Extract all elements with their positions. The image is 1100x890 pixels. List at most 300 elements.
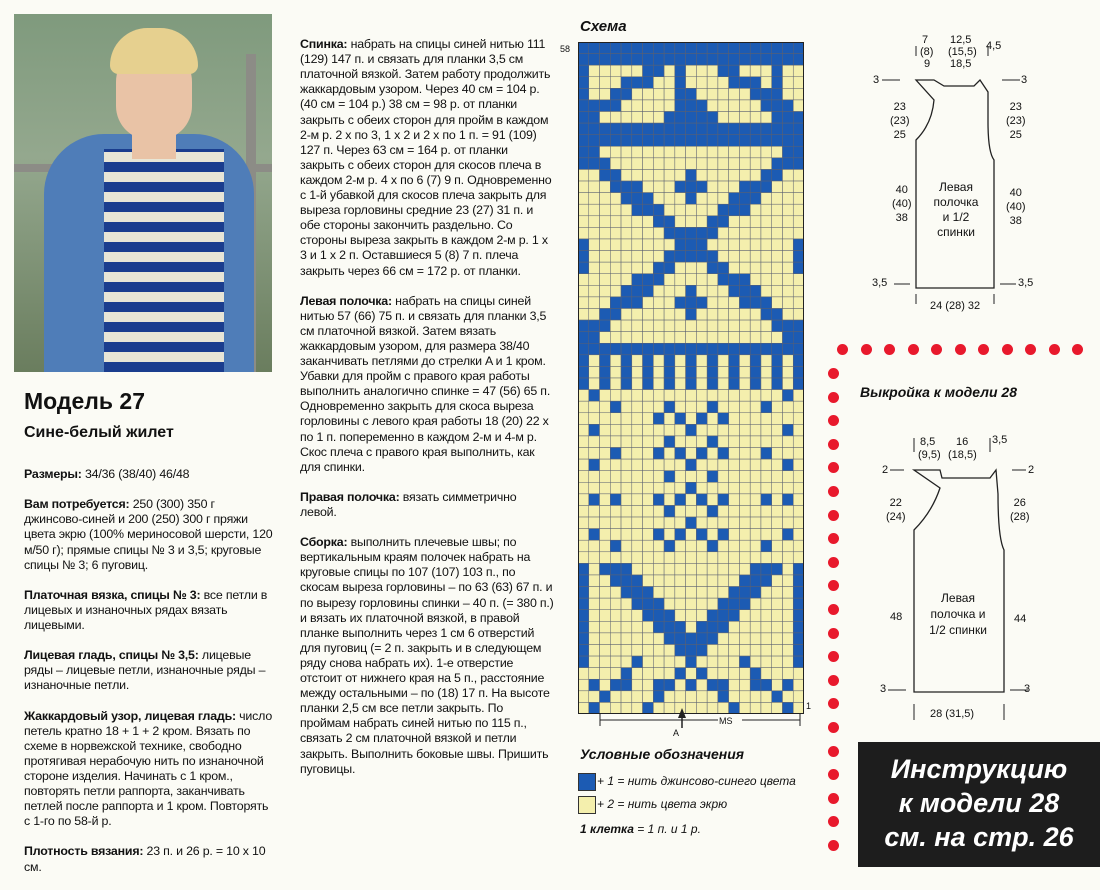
chart-cell (632, 668, 643, 680)
chart-cell (664, 552, 675, 564)
chart-cell (761, 494, 772, 506)
chart-cell (718, 216, 729, 228)
chart-cell (793, 482, 804, 494)
chart-cell (664, 668, 675, 680)
chart-cell (653, 540, 664, 552)
chart-cell (664, 42, 675, 54)
chart-cell (729, 610, 740, 622)
red-dot (828, 580, 839, 591)
chart-cell (686, 633, 697, 645)
chart-cell (718, 308, 729, 320)
chart-cell (578, 239, 589, 251)
chart-cell (578, 332, 589, 344)
chart-cell (643, 424, 654, 436)
chart-cell (643, 77, 654, 89)
chart-cell (675, 204, 686, 216)
chart-cell (772, 610, 783, 622)
p27-center-label: Левая полочка и 1/2 спинки (933, 180, 979, 239)
chart-cell (729, 123, 740, 135)
legend-cell-rest: = 1 п. и 1 р. (633, 822, 701, 836)
chart-cell (772, 390, 783, 402)
chart-cell (600, 308, 611, 320)
chart-cell (739, 54, 750, 66)
chart-cell (632, 216, 643, 228)
chart-cell (589, 540, 600, 552)
chart-cell (643, 436, 654, 448)
chart-cell (707, 424, 718, 436)
chart-cell (793, 42, 804, 54)
stockinette-text: лицевые ряды – лицевые петли, изнаночные ряды – изнаночные петли. (24, 648, 266, 693)
chart-cell (686, 529, 697, 541)
chart-cell (729, 88, 740, 100)
chart-cell (707, 401, 718, 413)
chart-cell (664, 366, 675, 378)
chart-cell (707, 169, 718, 181)
chart-cell (739, 529, 750, 541)
chart-cell (793, 552, 804, 564)
chart-cell (739, 448, 750, 460)
chart-cell (750, 679, 761, 691)
chart-cell (739, 158, 750, 170)
chart-cell (600, 216, 611, 228)
chart-cell (772, 471, 783, 483)
gauge-paragraph (24, 844, 274, 874)
chart-cell (643, 563, 654, 575)
chart-cell (686, 540, 697, 552)
chart-cell (675, 529, 686, 541)
chart-cell (621, 424, 632, 436)
p28-mark-2-right: 2 (1028, 464, 1035, 476)
chart-cell (761, 517, 772, 529)
chart-cell (718, 146, 729, 158)
chart-cell (675, 494, 686, 506)
chart-cell (600, 123, 611, 135)
chart-cell (696, 459, 707, 471)
chart-cell (782, 146, 793, 158)
chart-cell (739, 494, 750, 506)
chart-cell (718, 239, 729, 251)
chart-cell (653, 505, 664, 517)
chart-cell (718, 77, 729, 89)
chart-cell (578, 610, 589, 622)
chart-cell (610, 644, 621, 656)
chart-cell (782, 100, 793, 112)
chart-cell (761, 227, 772, 239)
chart-cell (589, 135, 600, 147)
chart-cell (772, 262, 783, 274)
chart-cell (739, 668, 750, 680)
chart-cell (782, 112, 793, 124)
chart-cell (610, 575, 621, 587)
chart-cell (729, 529, 740, 541)
chart-cell (578, 529, 589, 541)
chart-cell (653, 598, 664, 610)
chart-cell (750, 436, 761, 448)
chart-cell (718, 633, 729, 645)
chart-cell (610, 633, 621, 645)
chart-cell (589, 482, 600, 494)
chart-cell (782, 123, 793, 135)
chart-cell (772, 88, 783, 100)
chart-cell (761, 77, 772, 89)
chart-cell (761, 135, 772, 147)
chart-cell (686, 494, 697, 506)
chart-cell (664, 251, 675, 263)
chart-cell (739, 563, 750, 575)
chart-cell (793, 123, 804, 135)
red-dot (861, 344, 872, 355)
chart-cell (686, 251, 697, 263)
chart-cell (729, 494, 740, 506)
red-dot (884, 344, 895, 355)
chart-cell (578, 621, 589, 633)
chart-cell (729, 320, 740, 332)
chart-cell (643, 366, 654, 378)
assembly-paragraph (300, 535, 554, 777)
chart-cell (643, 401, 654, 413)
chart-cell (589, 332, 600, 344)
chart-cell (761, 563, 772, 575)
chart-cell (729, 262, 740, 274)
chart-cell (675, 262, 686, 274)
chart-cell (675, 448, 686, 460)
chart-cell (793, 471, 804, 483)
chart-cell (761, 552, 772, 564)
chart-cell (621, 158, 632, 170)
chart-cell (793, 679, 804, 691)
chart-cell (772, 656, 783, 668)
chart-cell (739, 401, 750, 413)
chart-cell (739, 517, 750, 529)
chart-cell (643, 227, 654, 239)
chart-cell (675, 598, 686, 610)
chart-cell (610, 308, 621, 320)
chart-cell (675, 320, 686, 332)
chart-cell (707, 355, 718, 367)
chart-cell (686, 285, 697, 297)
chart-cell (729, 216, 740, 228)
chart-cell (718, 552, 729, 564)
chart-cell (793, 355, 804, 367)
chart-cell (772, 320, 783, 332)
chart-cell (643, 146, 654, 158)
chart-cell (632, 494, 643, 506)
chart-cell (696, 169, 707, 181)
chart-cell (653, 552, 664, 564)
chart-cell (772, 668, 783, 680)
chart-cell (739, 100, 750, 112)
right-front-paragraph (300, 490, 554, 520)
chart-cell (772, 494, 783, 506)
chart-cell (621, 494, 632, 506)
chart-cell (772, 135, 783, 147)
chart-cell (653, 343, 664, 355)
chart-cell (718, 181, 729, 193)
chart-cell (589, 54, 600, 66)
chart-cell (664, 239, 675, 251)
chart-cell (600, 540, 611, 552)
chart-cell (772, 575, 783, 587)
chart-cell (761, 482, 772, 494)
chart-cell (653, 575, 664, 587)
chart-cell (707, 193, 718, 205)
chart-cell (718, 529, 729, 541)
chart-cell (718, 390, 729, 402)
chart-title: Схема (580, 18, 627, 35)
chart-cell (718, 227, 729, 239)
p28-top-1: 8,5 (920, 436, 936, 448)
chart-cell (621, 135, 632, 147)
chart-cell (686, 459, 697, 471)
chart-cell (772, 598, 783, 610)
chart-cell (750, 54, 761, 66)
chart-cell (793, 436, 804, 448)
chart-cell (589, 621, 600, 633)
chart-cell (707, 656, 718, 668)
chart-cell (793, 274, 804, 286)
chart-cell (750, 459, 761, 471)
chart-cell (782, 343, 793, 355)
chart-cell (600, 88, 611, 100)
chart-cell (589, 274, 600, 286)
red-dot (828, 415, 839, 426)
chart-cell (653, 77, 664, 89)
chart-cell (664, 517, 675, 529)
chart-cell (686, 42, 697, 54)
chart-cell (718, 610, 729, 622)
chart-cell (600, 505, 611, 517)
chart-cell (793, 644, 804, 656)
chart-cell (696, 77, 707, 89)
chart-cell (686, 448, 697, 460)
chart-cell (621, 355, 632, 367)
chart-cell (761, 42, 772, 54)
chart-cell (707, 448, 718, 460)
chart-cell (686, 644, 697, 656)
chart-cell (632, 285, 643, 297)
chart-cell (739, 436, 750, 448)
chart-cell (782, 587, 793, 599)
chart-cell (739, 610, 750, 622)
chart-cell (632, 169, 643, 181)
chart-cell (610, 65, 621, 77)
chart-cell (675, 274, 686, 286)
pattern-28-outline (914, 470, 1004, 692)
chart-cell (675, 54, 686, 66)
chart-cell (761, 343, 772, 355)
chart-cell (750, 320, 761, 332)
chart-cell (664, 587, 675, 599)
chart-cell (718, 401, 729, 413)
chart-cell (589, 181, 600, 193)
chart-cell (707, 239, 718, 251)
chart-cell (621, 552, 632, 564)
chart-cell (675, 193, 686, 205)
chart-cell (643, 135, 654, 147)
chart-cell (782, 691, 793, 703)
chart-cell (632, 262, 643, 274)
red-dot (828, 439, 839, 450)
chart-cell (653, 471, 664, 483)
chart-cell (718, 158, 729, 170)
chart-cell (793, 204, 804, 216)
chart-cell (729, 656, 740, 668)
legend-title: Условные обозначения (580, 746, 745, 762)
model-photo (14, 14, 272, 372)
chart-cell (664, 135, 675, 147)
chart-cell (578, 262, 589, 274)
chart-cell (653, 668, 664, 680)
chart-cell (632, 610, 643, 622)
chart-cell (600, 436, 611, 448)
chart-cell (707, 332, 718, 344)
chart-cell (600, 575, 611, 587)
chart-cell (664, 88, 675, 100)
chart-cell (610, 77, 621, 89)
chart-cell (600, 320, 611, 332)
chart-cell (696, 563, 707, 575)
p27-top-6: 18,5 (950, 58, 972, 70)
chart-cell (686, 436, 697, 448)
chart-cell (589, 169, 600, 181)
chart-cell (686, 598, 697, 610)
chart-cell (750, 552, 761, 564)
chart-cell (707, 320, 718, 332)
chart-cell (761, 332, 772, 344)
chart-cell (718, 65, 729, 77)
chart-cell (632, 343, 643, 355)
chart-cell (696, 42, 707, 54)
chart-cell (643, 65, 654, 77)
chart-cell (772, 424, 783, 436)
chart-cell (696, 621, 707, 633)
chart-cell (600, 656, 611, 668)
chart-cell (632, 355, 643, 367)
chart-cell (632, 540, 643, 552)
chart-cell (782, 88, 793, 100)
chart-cell (664, 575, 675, 587)
chart-cell (729, 100, 740, 112)
chart-cell (621, 251, 632, 263)
garter-text: все петли в лицевых и изнаночных рядах вязать лицевыми. (24, 587, 268, 633)
chart-cell (793, 505, 804, 517)
gauge-text: 23 п. и 26 р. = 10 х 10 см. (24, 844, 266, 874)
chart-cell (793, 587, 804, 599)
chart-cell (761, 621, 772, 633)
p27-top-1: 7 (922, 34, 929, 46)
chart-cell (675, 181, 686, 193)
chart-cell (750, 366, 761, 378)
chart-cell (739, 540, 750, 552)
chart-cell (772, 540, 783, 552)
chart-cell (750, 146, 761, 158)
chart-cell (643, 88, 654, 100)
red-dot (978, 344, 989, 355)
chart-cell (686, 88, 697, 100)
chart-cell (621, 587, 632, 599)
p28-top-3: (9,5) (918, 449, 941, 461)
chart-cell (686, 112, 697, 124)
chart-cell (589, 529, 600, 541)
chart-cell (782, 193, 793, 205)
hair (110, 28, 198, 74)
chart-cell (750, 401, 761, 413)
chart-cell (793, 621, 804, 633)
chart-cell (793, 285, 804, 297)
chart-cell (739, 679, 750, 691)
chart-cell (772, 621, 783, 633)
chart-cell (621, 459, 632, 471)
chart-cell (600, 54, 611, 66)
chart-cell (610, 552, 621, 564)
chart-cell (675, 88, 686, 100)
chart-cell (782, 563, 793, 575)
chart-cell (621, 297, 632, 309)
chart-cell (707, 297, 718, 309)
chart-cell (653, 88, 664, 100)
chart-cell (578, 146, 589, 158)
chart-cell (632, 644, 643, 656)
chart-cell (653, 285, 664, 297)
chart-cell (589, 297, 600, 309)
chart-cell (653, 239, 664, 251)
chart-cell (761, 424, 772, 436)
chart-cell (632, 123, 643, 135)
p28-left-armhole: 22 (24) (886, 497, 906, 523)
chart-cell (589, 262, 600, 274)
chart-cell (686, 471, 697, 483)
chart-cell (578, 308, 589, 320)
chart-cell (782, 227, 793, 239)
chart-cell (718, 413, 729, 425)
chart-cell (643, 621, 654, 633)
chart-cell (621, 378, 632, 390)
chart-cell (707, 54, 718, 66)
chart-cell (707, 378, 718, 390)
red-dot (1002, 344, 1013, 355)
chart-cell (686, 482, 697, 494)
chart-cell (621, 320, 632, 332)
knitting-chart (578, 42, 804, 714)
chart-cell (782, 274, 793, 286)
chart-cell (643, 297, 654, 309)
chart-cell (621, 262, 632, 274)
chart-cell (643, 332, 654, 344)
chart-cell (578, 65, 589, 77)
chart-cell (589, 308, 600, 320)
chart-cell (793, 100, 804, 112)
chart-cell (653, 424, 664, 436)
chart-cell (707, 505, 718, 517)
chart-cell (578, 390, 589, 402)
chart-cell (664, 274, 675, 286)
chart-cell (718, 424, 729, 436)
chart-cell (772, 529, 783, 541)
chart-cell (600, 77, 611, 89)
chart-cell (761, 204, 772, 216)
chart-cell (782, 308, 793, 320)
chart-cell (675, 135, 686, 147)
chart-cell (664, 112, 675, 124)
chart-cell (739, 691, 750, 703)
chart-cell (653, 390, 664, 402)
chart-cell (793, 65, 804, 77)
chart-cell (718, 54, 729, 66)
chart-row-top: 58 (560, 44, 571, 54)
chart-cell (664, 401, 675, 413)
chart-cell (761, 459, 772, 471)
chart-cell (600, 598, 611, 610)
